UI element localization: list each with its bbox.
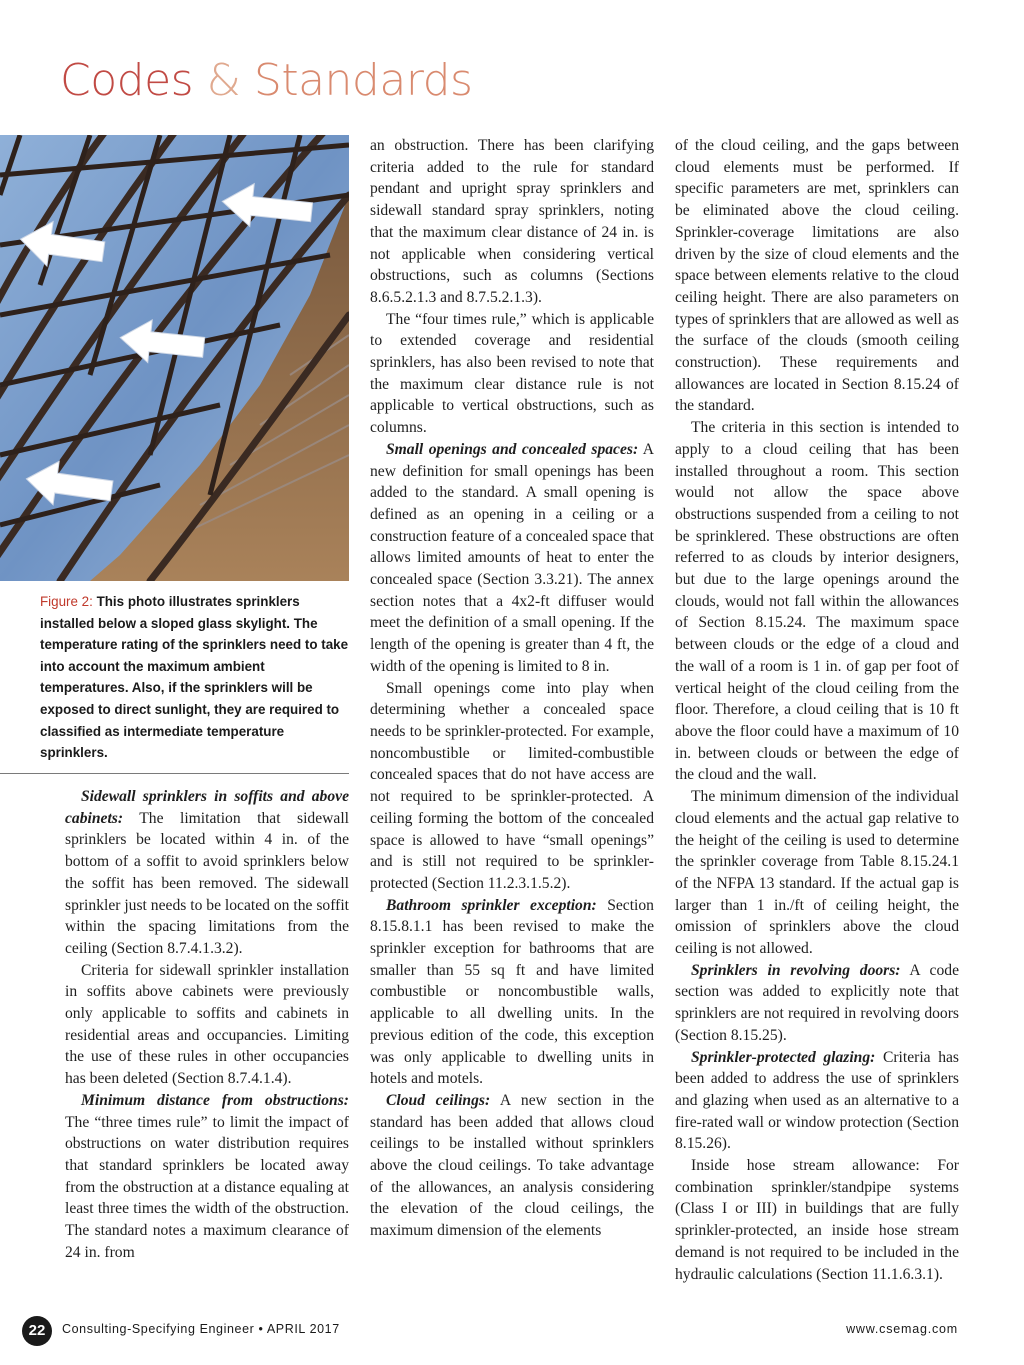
paragraph-text: an obstruction. There has been clarifying criteria added to the rule for standard pendant and upright spray sprinklers and sidewall standard spray sprinklers, noting that the maximum clear distance of 24 in. is not applicable when considering vertical obstructions, such as columns (Sections 8.6.5.2.1.3 and 8.7.5.2.1.3). [370, 137, 654, 306]
paragraph-lead: Small openings and concealed spaces: [386, 440, 639, 458]
paragraph-text: The “three times rule” to limit the impact of obstructions on water distribution requires that standard sprinklers be located away from the obstruction at a distance equaling at least three times the width of the obstruction. The standard notes a maximum clearance of 24 in. from [65, 1113, 349, 1261]
section-title-word1: Codes [60, 55, 194, 106]
paragraph [675, 1047, 959, 1156]
paragraph-text: A code section was added to explicitly note that sprinklers are not required in revolving doors (Section 8.15.25). [675, 961, 959, 1044]
figure-caption [40, 591, 349, 764]
section-title [60, 55, 472, 106]
paragraph [370, 309, 654, 439]
paragraph-text: Criteria for sidewall sprinkler installation in soffits above cabinets were previously only applicable to soffits and cabinets in residential areas and occupancies. Limiting the use of these rules in other occupancies has been deleted (Section 8.7.4.1.4). [65, 961, 349, 1088]
paragraph-text: Small openings come into play when determining whether a concealed space needs to be sprinkler-protected. For example, noncombustible or limited-combustible concealed spaces that do not have access are not required to be sprinkler-protected. A ceiling forming the bottom of the concealed space is allowed to have “small openings” and is still not required to be sprinkler-protected (Section 11.2.3.1.5.2). [370, 679, 654, 892]
article-column-1 [65, 786, 349, 1263]
figure-caption-text: This photo illustrates sprinklers installed below a sloped glass skylight. The temperature rating of the sprinklers need to take into account the maximum ambient temperatures. Also, if the sprinklers will be exposed to direct sunlight, they are required to classified as intermediate temperature sprinklers. [40, 594, 349, 761]
paragraph [65, 1090, 349, 1264]
paragraph-text: Section 8.15.8.1.1 has been revised to make the sprinkler exception for bathrooms that are smaller than 55 sq ft and have limited combustible or noncombustible walls, applicable to all dwelling units. In the previous edition of the code, this exception was only applicable to dwelling units in hotels and motels. [370, 896, 654, 1088]
paragraph [65, 960, 349, 1090]
article-column-2 [370, 135, 654, 1242]
paragraph-lead: Bathroom sprinkler exception: [386, 896, 597, 914]
paragraph-text: The limitation that sidewall sprinklers be located within 4 in. of the bottom of a soffit to avoid sprinklers below the soffit has been removed. The sidewall sprinkler just needs to be located on the soffit within the spacing limitations from the ceiling (Section 8.7.4.1.3.2). [65, 809, 349, 957]
paragraph-text: A new definition for small openings has been added to the standard. A small opening is defined as an opening in a ceiling or a construction feature of a concealed space that allows limited amounts of heat to enter the concealed space (Section 3.3.21). The annex section notes that a 4x2-ft diffuser would meet the definition of a small opening. If the length of the opening is greater than 4 ft, the width of the opening is limited to 8 in. [370, 440, 655, 675]
paragraph-lead: Sidewall sprinklers in soffits and above cabinets: [65, 788, 349, 827]
paragraph-text: The minimum dimension of the individual cloud elements and the actual gap relative to the height of the ceiling is used to determine the sprinkler coverage from Table 8.15.24.1 of the NFPA 13 standard. If the actual gap is larger than 1 in./ft of ceiling height, the omission of sprinklers above the cloud ceiling is not allowed. [675, 788, 959, 958]
paragraph [65, 786, 349, 960]
paragraph [370, 439, 654, 678]
paragraph [675, 417, 959, 786]
paragraph-text: of the cloud ceiling, and the gaps between cloud elements must be performed. If specific parameters are met, sprinklers can be eliminated above the cloud ceiling. Sprinkler-coverage limitations are also driven by the size of cloud elements and the space between elements relative to the cloud ceiling height. There are also parameters on types of sprinklers that are allowed as well as the surface of the clouds (smooth ceiling construction). These requirements and allowances are located in Section 8.15.24 of the standard. [675, 137, 959, 415]
website-link[interactable]: www.csemag.com [846, 1322, 958, 1336]
paragraph [675, 960, 959, 1047]
paragraph-text: The criteria in this section is intended to apply to a cloud ceiling that has been installed throughout a room. This section would not allow the space above obstructions suspended from a ceiling to not be sprinklered. These obstructions are often referred to as clouds by interior designers, but due to the large openings around the clouds, would not fall within the allowances of Section 8.15.24. The maximum space between clouds or the edge of a cloud and the wall of a room is 1 in. of gap per foot of vertical height of the cloud ceiling from the floor. Therefore, a cloud ceiling that is 10 ft above the floor could have a maximum of 10 in. between clouds or between the edge of the cloud and the wall. [675, 419, 959, 784]
figure-label: Figure 2: [40, 594, 93, 609]
article-column-3 [675, 135, 959, 1285]
paragraph-text: Inside hose stream allowance: For combination sprinkler/standpipe systems (Class I or III) in buildings that are fully sprinkler-protected, an inside hose stream demand is not required to be included in the hydraulic calculations (Section 11.1.6.3.1). [675, 1157, 959, 1283]
page-number: 22 [22, 1316, 52, 1346]
page-footer [0, 1316, 1024, 1346]
paragraph [675, 135, 959, 417]
paragraph-lead: Sprinklers in revolving doors: [691, 961, 901, 979]
paragraph [370, 678, 654, 895]
section-title-amp: & [206, 55, 241, 106]
paragraph [675, 1155, 959, 1285]
paragraph-text: The “four times rule,” which is applicable to extended coverage and residential sprinklers, has also been revised to note that the maximum clear distance rule is not applicable to vertical obstructions, such as columns. [370, 310, 654, 437]
paragraph [370, 1090, 654, 1242]
paragraph-lead: Sprinkler-protected glazing: [691, 1048, 876, 1066]
caption-divider [0, 773, 349, 774]
paragraph-lead: Minimum distance from obstructions: [81, 1091, 349, 1109]
paragraph-lead: Cloud ceilings: [386, 1091, 491, 1109]
paragraph [370, 895, 654, 1090]
paragraph-text: Criteria has been added to address the use of sprinklers and glazing when used as an alternative to a fire-rated wall or window protection (Section 8.15.26). [675, 1048, 959, 1153]
paragraph [370, 135, 654, 309]
section-title-word2: Standards [253, 55, 473, 106]
paragraph-text: A new section in the standard has been added that allows cloud ceilings to be installed without sprinklers above the cloud ceilings. To take advantage of the allowances, an analysis considering the elevation of the cloud ceilings, the maximum dimension of the elements [370, 1091, 654, 1240]
paragraph [675, 786, 959, 960]
skylight-photo [0, 135, 349, 581]
publication-line: Consulting-Specifying Engineer • APRIL 2017 [62, 1322, 340, 1336]
